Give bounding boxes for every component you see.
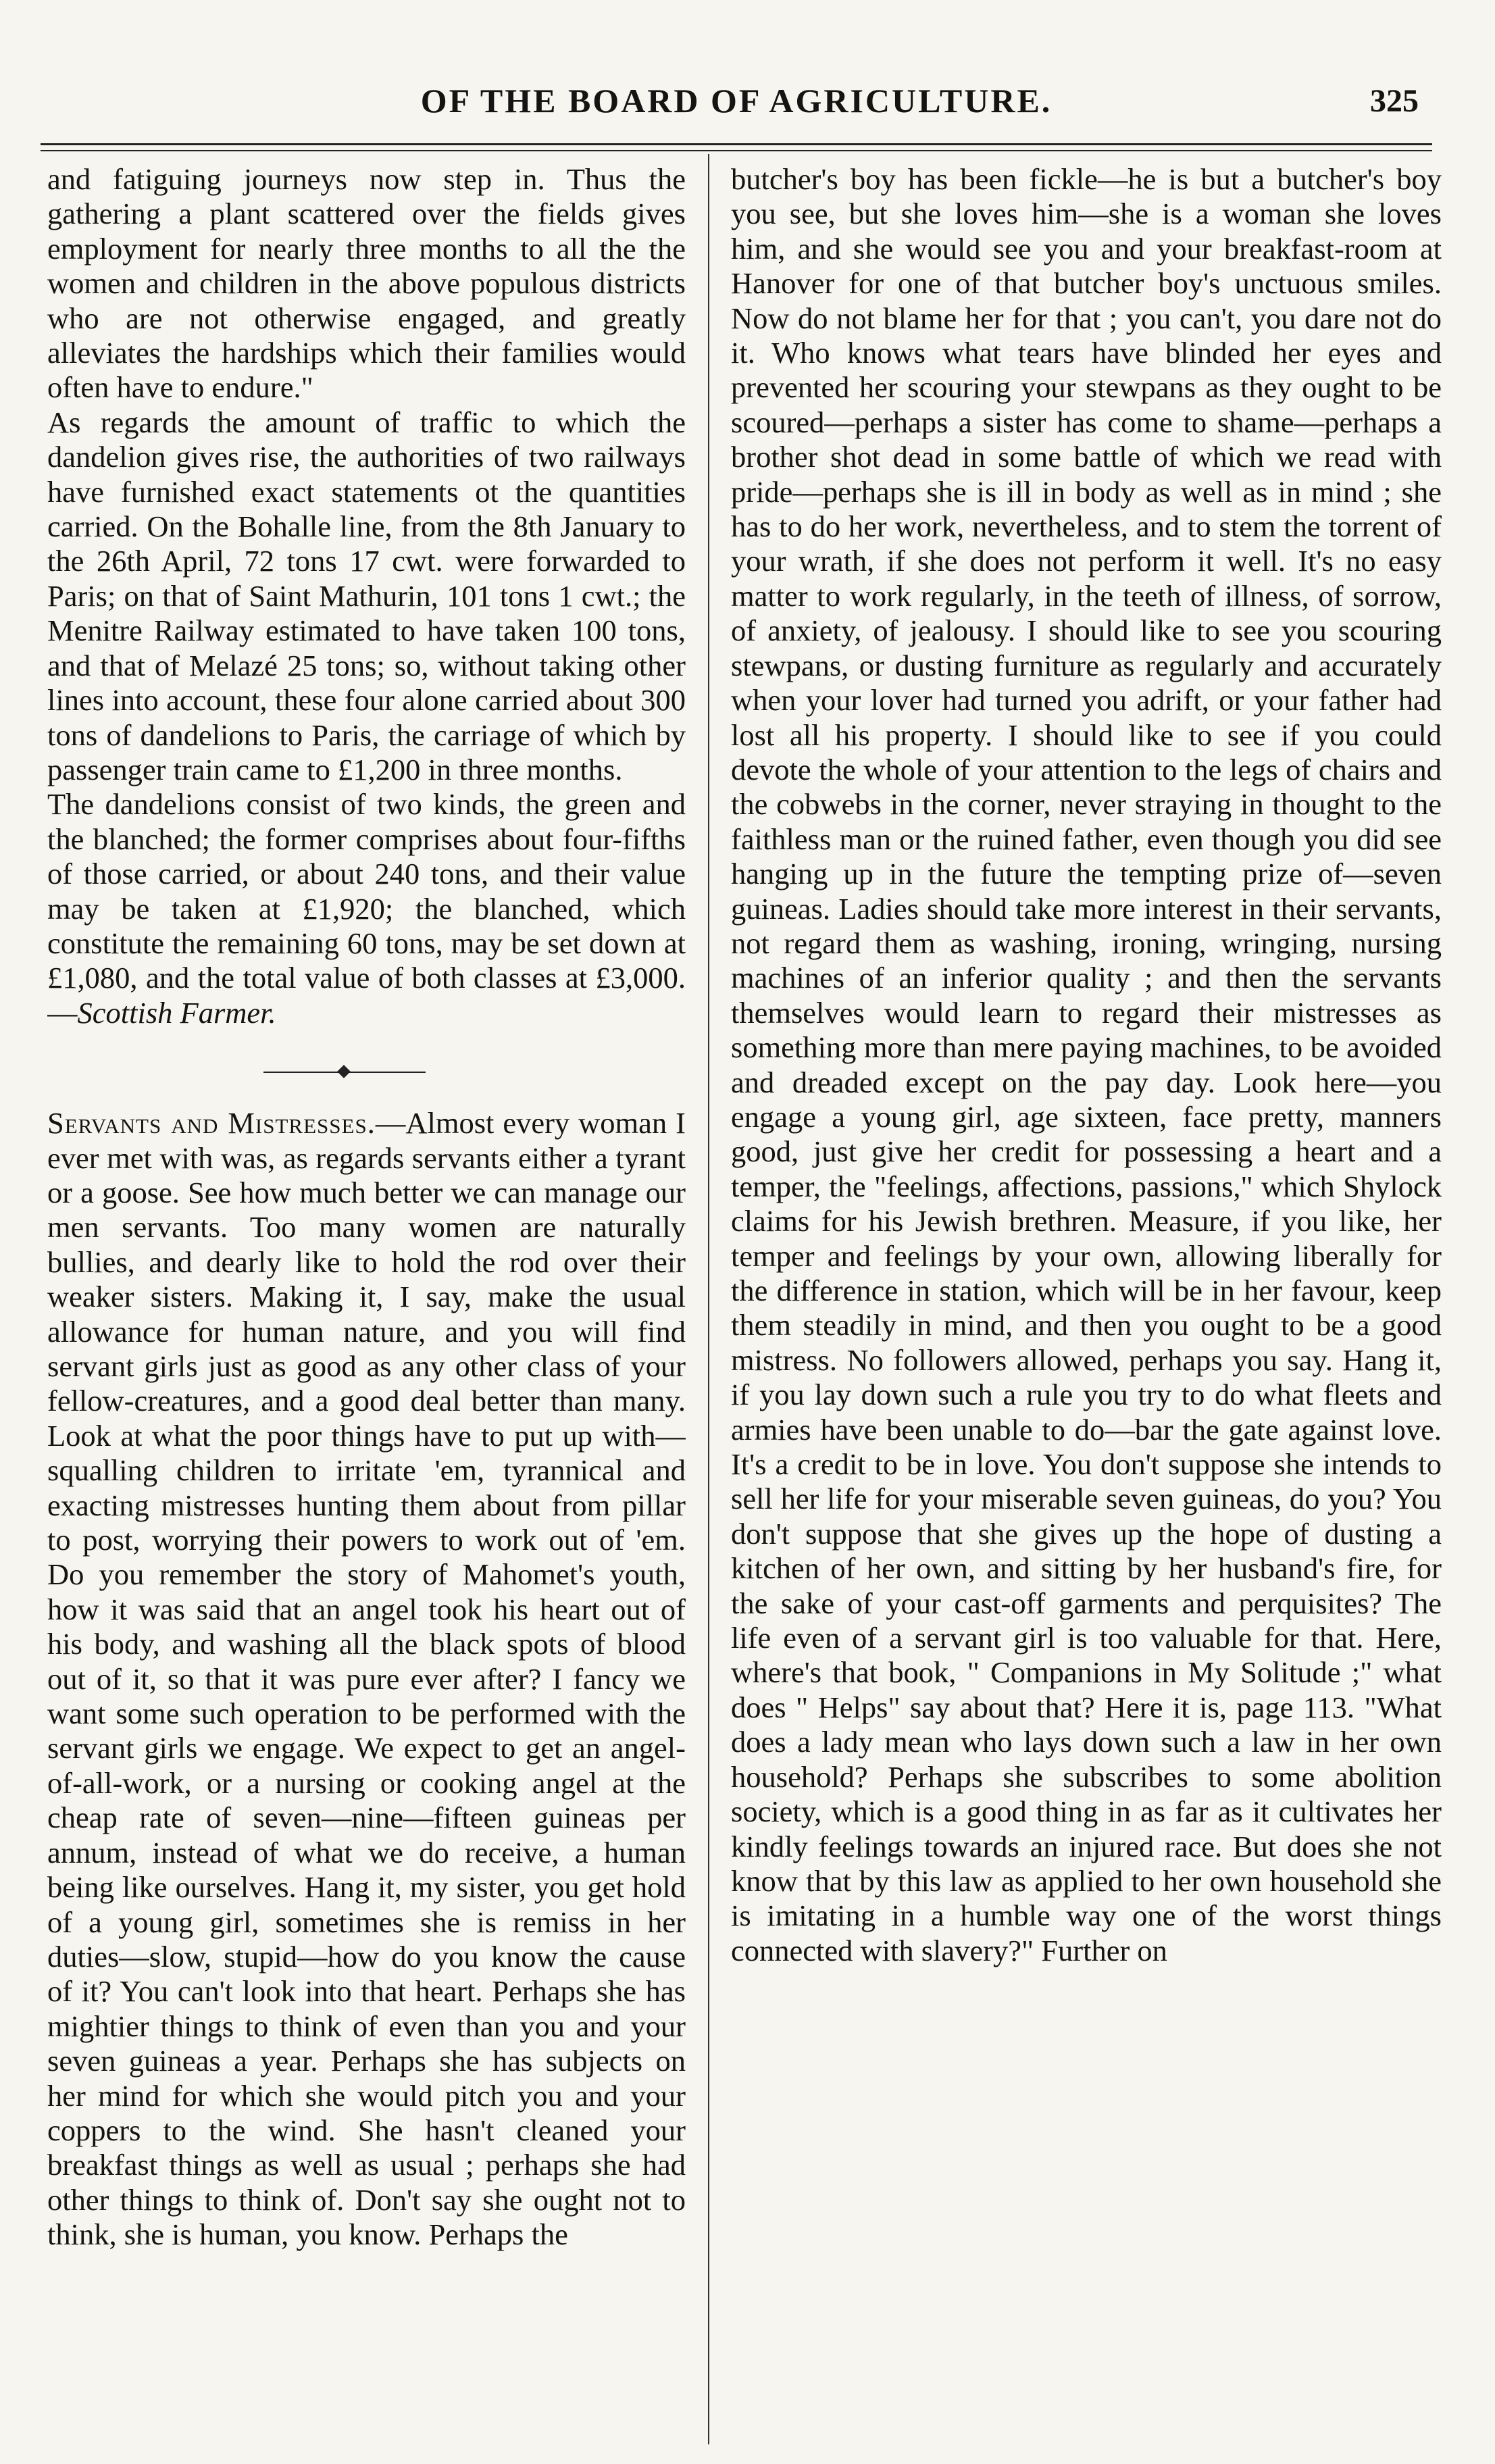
header-rule-thick: [41, 143, 1432, 145]
column-divider: [708, 154, 709, 2444]
page-number: 325: [1370, 83, 1419, 119]
header-rule-thin: [41, 150, 1432, 151]
paragraph-dandelion-traffic: As regards the amount of traffic to which the dandelion gives rise, the authorities of two railways have furnished exact statements ot the quantities carried. On the Bohalle line, from the 8th January to the 26th April, 72 tons 17 cwt. were forwarded to Paris; on that of Saint Mathurin, 101 tons 1 cwt.; the Menitre Railway estimated to have taken 100 tons, and that of Melazé 25 tons; so, without taking other lines into account, these four alone carried about 300 tons of dandelions to Paris, the carriage of which by passenger train came to £1,200 in three months.: [47, 405, 686, 786]
running-title: OF THE BOARD OF AGRICULTURE.: [420, 82, 1053, 120]
section-separator: [47, 1065, 686, 1079]
paragraph-dandelion-kinds-text: The dandelions consist of two kinds, the green and the blanched; the former comprises about four-fifths of those carried, or about 240 tons, and their value may be taken at £1,920; the blanched, which constitute the remaining 60 tons, may be set down at £1,080, and the total value of both classes at £3,000.—: [47, 787, 686, 1030]
paragraph-servants-mistresses: [47, 1106, 686, 2252]
paragraph-dandelion-kinds: [47, 787, 686, 1030]
right-column: [731, 162, 1442, 2439]
separator-diamond-icon: [337, 1065, 351, 1078]
left-column: [47, 162, 686, 2439]
paragraph-dandelion-gathering: and fatiguing journeys now step in. Thus the gathering a plant scattered over the fields gives employment for nearly three months to all the the women and children in the above populous districts who are not otherwise engaged, and greatly alleviates the hardships which their families would often have to endure.": [47, 162, 686, 405]
article-heading: Servants and Mistresses.: [47, 1106, 376, 1140]
source-attribution: Scottish Farmer.: [77, 995, 276, 1030]
paragraph-servants-continued: butcher's boy has been fickle—he is but a butcher's boy you see, but she loves him—she is a woman she loves him, and she would see you and your breakfast-room at Hanover for one of that butcher boy's unctuous smiles. Now do not blame her for that ; you can't, you dare not do it. Who knows what tears have blinded her eyes and prevented her scouring your stewpans as they ought to be scoured—perhaps a sister has come to shame—perhaps a brother shot dead in some battle of which we read with pride—perhaps she is ill in body as well as in mind ; she has to do her work, nevertheless, and to stem the torrent of your wrath, if she does not perform it well. It's no easy matter to work regularly, in the teeth of illness, of sorrow, of anxiety, of jealousy. I should like to see you scouring stewpans, or dusting furniture as regularly and accurately when your lover had turned you adrift, or your father had lost all his property. I should like to see if you could devote the whole of your attention to the legs of chairs and the cobwebs in the corner, never straying in thought to the faithless man or the ruined father, even though you did see hanging up in the future the tempting prize of—seven guineas. Ladies should take more interest in their servants, not regard them as washing, ironing, wringing, nursing machines of an inferior quality ; and then the servants themselves would learn to regard their mistresses as something more than mere paying machines, to be avoided and dreaded except on the pay day. Look here—you engage a young girl, age sixteen, face pretty, manners good, just give her credit for possessing a heart and a temper, the "feelings, affections, passions," which Shylock claims for his Jewish brethren. Measure, if you like, her temper and feelings by your own, allowing liberally for the difference in station, which will be in her favour, keep them steadily in mind, and then you ought to be a good mistress. No followers allowed, perhaps you say. Hang it, if you lay down such a rule you try to do what fleets and armies have been unable to do—bar the gate against love. It's a credit to be in love. You don't suppose she intends to sell her life for your miserable seven guineas, do you? You don't suppose that she gives up the hope of dusting a kitchen of her own, and sitting by her husband's fire, for the sake of your cast-off garments and perquisites? The life even of a servant girl is too valuable for that. Here, where's that book, " Companions in My Solitude ;" what does " Helps" say about that? Here it is, page 113. "What does a lady mean who lays down such a law in her own household? Perhaps she subscribes to some abolition society, which is a good thing in as far as it cultivates her kindly feelings towards an injured race. But does she not know that by this law as applied to her own household she is imitating in a humble way one of the worst things connected with slavery?" Further on: [731, 162, 1442, 1967]
page-header: [41, 81, 1432, 135]
article-body: —Almost every woman I ever met with was, as regards servants either a tyrant or a goose. See how much better we can manage our men servants. Too many women are naturally bullies, and dearly like to hold the rod over their weaker sisters. Making it, I say, make the usual allowance for human nature, and you will find servant girls just as good as any other class of your fellow-creatures, and a good deal better than many. Look at what the poor things have to put up with—squalling children to irritate 'em, tyrannical and exacting mistresses hunting them about from pillar to post, worrying their powers to work out of 'em. Do you remember the story of Mahomet's youth, how it was said that an angel took his heart out of his body, and washing all the black spots of blood out of it, so that it was pure ever after? I fancy we want some such operation to be performed with the servant girls we engage. We expect to get an angel-of-all-work, or a nursing or cooking angel at the cheap rate of seven—nine—fifteen guineas per annum, instead of what we do receive, a human being like ourselves. Hang it, my sister, you get hold of a young girl, sometimes she is remiss in her duties—slow, stupid—how do you know the cause of it? You can't look into that heart. Perhaps she has mightier things to think of even than you and your seven guineas a year. Perhaps she has subjects on her mind for which she would pitch you and your coppers to the wind. She hasn't cleaned your breakfast things as well as usual ; perhaps she had other things to think of. Don't say she ought not to think, she is human, you know. Perhaps the: [47, 1106, 686, 2252]
